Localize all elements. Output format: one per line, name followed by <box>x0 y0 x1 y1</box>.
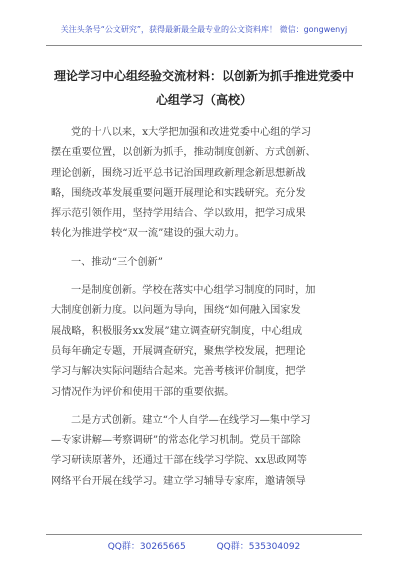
text-line: 转化为推进学校“双一流”建设的强大动力。 <box>51 228 245 240</box>
text-line: 党的十八以来，x大学把加强和改进党委中心组的学习 <box>71 127 312 138</box>
section-heading: 一、推动“三个创新” <box>71 256 163 268</box>
text-line: 一是制度创新。学校在落实中心组学习制度的同时，加 <box>71 285 316 297</box>
paragraph-method <box>51 411 357 492</box>
footer-contact <box>0 539 408 552</box>
text-line: 网络平台开展在线学习。建立学习辅导专家库，邀请领导 <box>51 475 306 487</box>
text-line: 学习研读原著外，还通过干部在线学习学院、xx思政网等 <box>51 455 307 467</box>
footer-qq-1: QQ群：30265665 <box>107 542 186 552</box>
text-line: 理论创新，围绕习近平总书记治国理政新理念新思想新战 <box>51 167 306 179</box>
header-divider <box>46 45 362 46</box>
text-line: 学习与解决实际问题结合起来。完善考核评价制度，把学 <box>51 366 306 378</box>
paragraph-intro <box>51 123 357 245</box>
text-line: 摆在重要位置，以创新为抓手，推动制度创新、方式创新、 <box>51 147 316 159</box>
text-line: 员每年确定专题，开展调查研究，聚焦学校发展，把理论 <box>51 345 306 357</box>
text-line: 挥示范引领作用，坚持学用结合、学以致用，把学习成果 <box>51 208 306 220</box>
text-line: 略，围绕改革发展重要问题开展理论和实践研究。充分发 <box>51 187 306 199</box>
document-title <box>40 64 368 112</box>
title-line-1: 理论学习中心组经验交流材料：以创新为抓手推进党委中 <box>53 69 354 83</box>
title-line-2: 心组学习（高校） <box>155 93 252 107</box>
paragraph-institution <box>51 281 357 403</box>
paragraph-gap <box>51 245 357 253</box>
text-line: 大制度创新力度。以问题为导向，围绕“如何融入国家发 <box>51 305 301 317</box>
paragraph-gap <box>51 403 357 411</box>
text-line: 二是方式创新。建立“个人自学—在线学习—集中学习 <box>71 414 311 426</box>
text-line: 习情况作为评价和使用干部的重要依据。 <box>51 386 235 398</box>
header-note: 关注头条号“公文研究”，获得最新最全最专业的公文资料库！ 微信：gongwenyj <box>60 25 348 34</box>
footer-divider <box>46 534 362 535</box>
text-line: 展战略，积极服务xx发展”建立调查研究制度，中心组成 <box>51 325 303 337</box>
text-line: —专家讲解—考察调研”的常态化学习机制。党员干部除 <box>51 435 301 447</box>
document-body <box>51 123 357 492</box>
paragraph-gap <box>51 273 357 281</box>
footer-qq-2: QQ群：535304092 <box>216 542 301 552</box>
